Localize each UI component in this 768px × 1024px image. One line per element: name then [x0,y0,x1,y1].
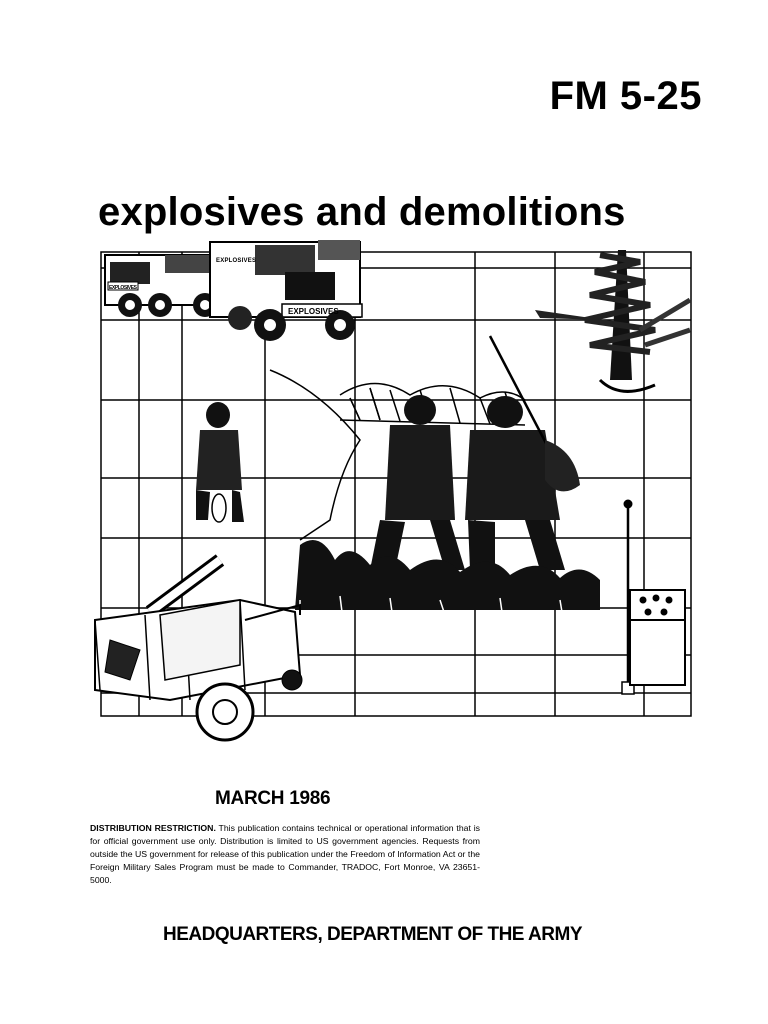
document-title: explosives and demolitions [98,190,626,234]
document-number: FM 5-25 [549,74,702,118]
demolition-crew-icon [270,336,600,612]
publisher: HEADQUARTERS, DEPARTMENT OF THE ARMY [163,924,582,945]
equipment-cart-icon [95,560,302,740]
truck-label-main: EXPLOSIVES [288,307,339,316]
restriction-text: This publication contains technical or operational information that is for official government use only. Distribution is limited to US government agencies. Requests from outside the US government for release of this publication under the Freedom of Information Act or the Foreign Military Sales Program must be made to Commander, TRADOC, Fort Monroe, VA 23651-5000. [90,823,480,885]
detonator-box-icon [622,500,685,694]
truck-icon [105,240,362,341]
restriction-label: DISTRIBUTION RESTRICTION. [90,823,216,833]
soldier-icon [196,402,244,522]
distribution-restriction [90,822,480,887]
publication-date: MARCH 1986 [215,788,331,809]
truck-label-side: EXPLOSIVES [216,258,256,264]
truck-label-small: EXPLOSIVES [109,285,137,291]
